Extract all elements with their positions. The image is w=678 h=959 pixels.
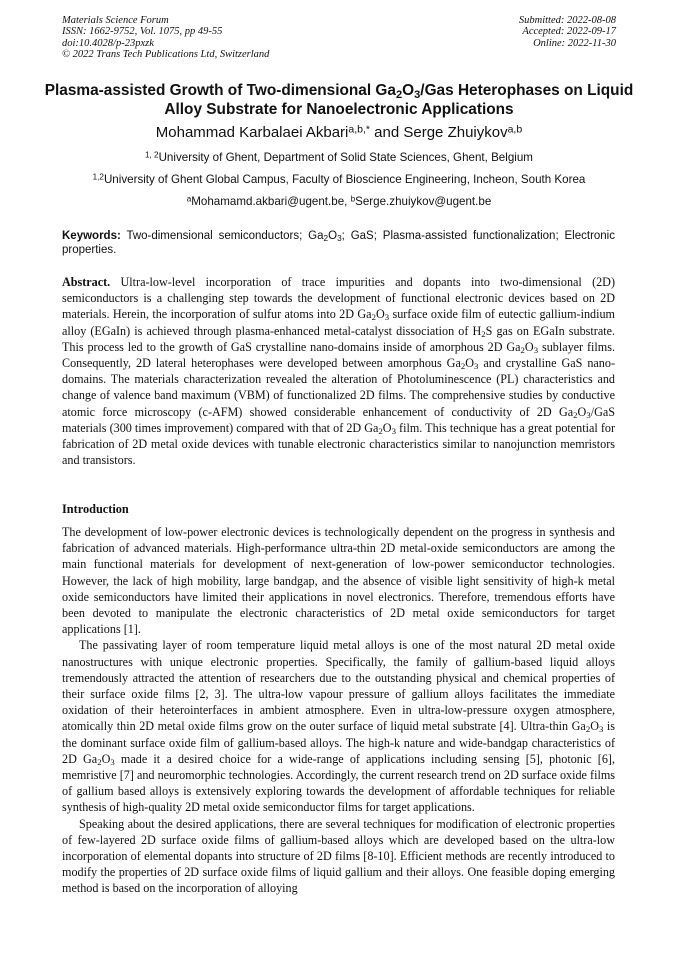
doi[interactable]: doi:10.4028/p-23pxzk	[62, 37, 154, 49]
copyright: © 2022 Trans Tech Publications Ltd, Switzerland	[62, 48, 270, 60]
abstract-label: Abstract.	[62, 275, 111, 289]
author-name: Serge Zhuiykov	[403, 124, 508, 141]
paper-title: Plasma-assisted Growth of Two-dimensional $Ga_2O_3$/Gas Heterophases on Liquid Alloy Substrate for Nanoelectronic Applications	[44, 82, 634, 118]
paragraph: The development of low-power electronic devices is technologically dependent on the progress in synthesis and fabrication of advanced materials. High-performance ultra-thin 2D metal-oxide semiconductors are among the main functional materials for development of next-generation of low-power semiconductor technologies. However, the lack of high mobility, large bandgap, and the absence of visible light sensitivity of high-k metal oxide semiconductors have limited their applications in novel electronics. Therefore, tremendous efforts have been devoted to manipulate the electronic characteristics of 2D metal oxide semiconductors for target applications [1].	[62, 525, 615, 637]
section-heading-introduction: Introduction	[62, 502, 129, 516]
affiliation: $^{1, 2}$University of Ghent, Department of Solid State Sciences, Ghent, Belgium	[145, 150, 533, 164]
affiliation: $^{1,2}$University of Ghent Global Campus, Faculty of Bioscience Engineering, Incheon, South Korea	[92, 172, 586, 186]
author-emails: $^a$Mohamamd.akbari@ugent.be, $^b$Serge.zhuiykov@ugent.be	[186, 194, 492, 208]
keywords: Keywords: Two-dimensional semiconductors; $Ga_2O_3$; GaS; Plasma-assisted functionalization; Electronic properties.	[62, 230, 615, 256]
submitted-date: Submitted: 2022-08-08	[518, 15, 616, 26]
author-list: Mohammad Karbalaei Akbari$^{a,b,*}$ and Serge Zhuiykov$^{a,b}$	[155, 123, 523, 141]
introduction-body	[62, 524, 615, 897]
abstract: Abstract. Ultra-low-level incorporation of trace impurities and dopants into two-dimensional (2D) semiconductors is a challenging step towards the development of functional electronic devices based on 2D materials. Herein, the incorporation of sulfur atoms into 2D $Ga_2O_3$ surface oxide film of eutectic gallium-indium alloy (EGaIn) is achieved through plasma-enhanced metal-catalyst dissociation of $H_2S$ gas on EGaIn substrate. This process led to the growth of GaS crystalline nano-domains inside of amorphous 2D $Ga_2O_3$ sublayer films. Consequently, 2D lateral heterophases were developed between amorphous $Ga_2O_3$ and crystalline GaS nano-domains. The materials characterization revealed the alteration of Photoluminescence (PL) characteristics and change of valence band maximum (VBM) of functionalized 2D films. The comprehensive studies by conductive atomic force microscopy (c-AFM) showed considerable enhancement of conductivity of 2D $Ga_2O_3$/GaS materials (300 times improvement) compared with that of 2D $Ga_2O_3$ film. This technique has a great potential for fabrication of 2D metal oxide devices with tunable electronic characteristics similar to nanojunction memristors and transistors.	[62, 275, 616, 468]
paragraph: Speaking about the desired applications, there are several techniques for modification of electronic properties of few-layered 2D surface oxide films of gallium-based alloys which are developed based on the ultra-low incorporation of elemental dopants into structure of 2D films [8-10]. Efficient methods are recently introduced to modify the properties of 2D surface oxide films of liquid gallium and their alloys. One feasible doping emerging method is based on the incorporation of alloying	[62, 816, 615, 896]
journal-info	[62, 15, 269, 60]
journal-name: Materials Science Forum	[62, 15, 169, 26]
online-date: Online: 2022-11-30	[533, 37, 616, 49]
paragraph: The passivating layer of room temperature liquid metal alloys is one of the most natural 2D metal oxide nanostructures with unique electronic properties. Specifically, the family of gallium-based liquid alloys tremendously attracted the attention of researchers due to the outstanding physical and chemical properties of their surface oxide films [2, 3]. The ultra-low vapour pressure of gallium alloys facilitates the immediate oxidation of their heterointerfaces in ambient atmosphere. Even in ultra-low-pressure oxygen atmosphere, atomically thin 2D metal oxide films grow on the outer surface of liquid metal substrate [4]. Ultra-thin $Ga_2O_3$ is the dominant surface oxide film of gallium-based alloys. The high-k nature and wide-bandgap characteristics of 2D $Ga_2O_3$ made it a desired choice for a wide-range of applications including sensing [5], photonic [6], memristive [7] and neuromorphic technologies. Accordingly, the current research trend on 2D surface oxide films of gallium based alloys is extensively exploring towards the development of affordable techniques for reliable synthesis of high-quality 2D metal oxide semiconductor films for target applications.	[62, 638, 615, 815]
author-name: Mohammad Karbalaei Akbari	[155, 124, 349, 141]
email-link[interactable]: Mohamamd.akbari@ugent.be,	[191, 195, 351, 208]
accepted-date: Accepted: 2022-09-17	[522, 26, 616, 38]
keywords-label: Keywords:	[62, 230, 121, 242]
submission-dates	[519, 15, 616, 49]
email-link[interactable]: Serge.zhuiykov@ugent.be	[355, 195, 492, 208]
issn-volume: ISSN: 1662-9752, Vol. 1075, pp 49-55	[62, 26, 223, 38]
